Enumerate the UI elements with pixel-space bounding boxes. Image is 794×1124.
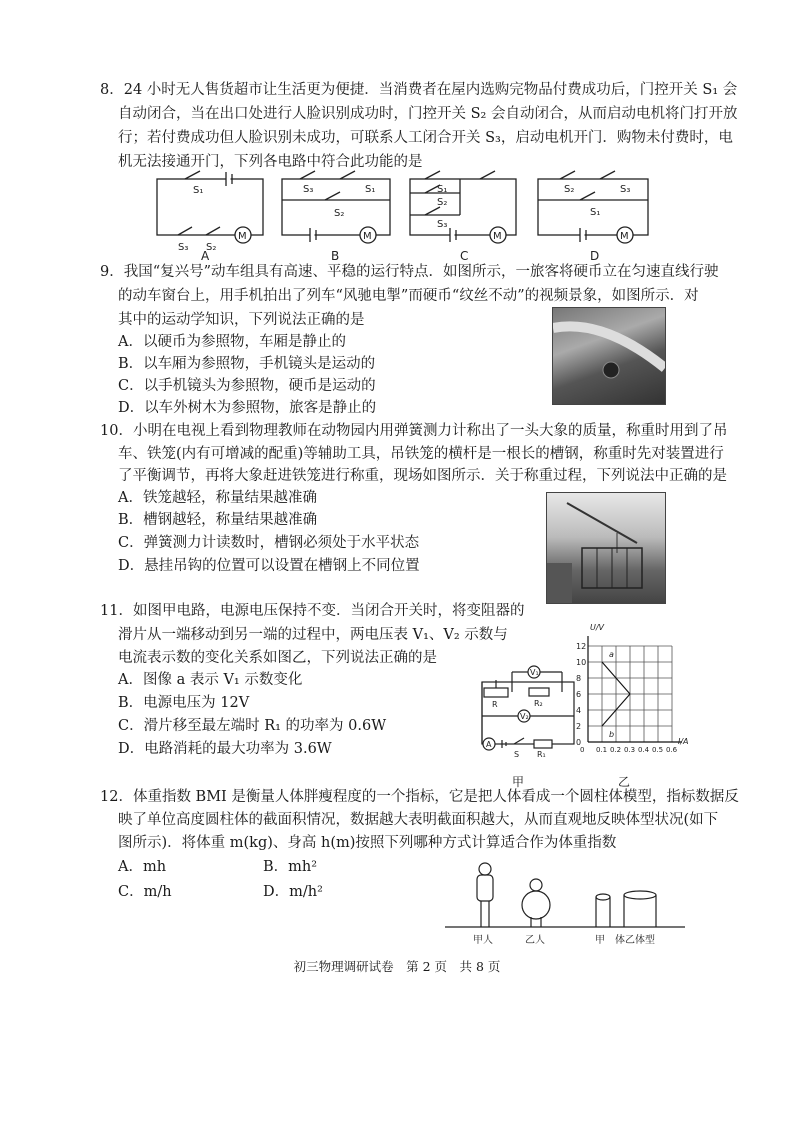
circuit-b-label: B (331, 249, 340, 263)
y-tick-label: 2 (576, 722, 582, 731)
a-switch-3-label: S₂ (206, 242, 217, 253)
rheostat-label: R (492, 700, 498, 709)
q8-line-4: 机无法接通开门，下列各电路中符合此功能的是 (118, 154, 423, 170)
q12-option-c: C．m/h (118, 884, 172, 900)
q9-line-3: 其中的运动学知识，下列说法正确的是 (118, 312, 365, 328)
r2-label: R₂ (534, 699, 543, 708)
q9-line-1: 9．我国“复兴号”动车组具有高速、平稳的运行特点．如图所示，一旅客将硬币立在匀速直线行驶 (100, 264, 719, 280)
q11-option-a: A．图像 a 表示 V₁ 示数变化 (118, 672, 303, 688)
b-switch-3-label: S₂ (334, 208, 345, 219)
a-switch-1-label: S₁ (193, 185, 204, 196)
person-yi-figure (522, 879, 550, 927)
q12-option-b: B．mh² (263, 859, 318, 875)
x-tick-label: 0.6 (666, 746, 678, 754)
q11-line-1: 11．如图甲电路，电源电压保持不变．当闭合开关时，将变阻器的 (100, 603, 525, 619)
figure-yi-caption: 乙 (618, 775, 631, 789)
elephant-weighing-photo (546, 492, 666, 604)
q8-line-2: 自动闭合，当在出口处进行人脸识别成功时，门控开关 S₂ 会自动闭合，从而启动电机将门打开放 (118, 106, 738, 122)
x-tick-label: 0.4 (638, 746, 650, 754)
a-switch-2-label: S₃ (178, 242, 189, 253)
c-switch-2-label: S₂ (437, 197, 448, 208)
x-tick-label: 0.1 (596, 746, 608, 754)
x-tick-label: 0.5 (652, 746, 664, 754)
q11-graph-yi (560, 620, 700, 760)
q8-line-1: 8．24 小时无人售货超市让生活更为便捷．当消费者在屋内选购完物品付费成功后，门控开关 S₁ 会 (100, 82, 738, 98)
b-switch-1-label: S₃ (303, 184, 314, 195)
q9-option-a: A．以硬币为参照物，车厢是静止的 (118, 334, 346, 350)
q12-line-1: 12．体重指数 BMI 是衡量人体胖瘦程度的一个指标，它是把人体看成一个圆柱体模型，指标数据反 (100, 789, 739, 805)
circuit-a-label: A (201, 249, 210, 263)
q11-line-2: 滑片从一端移动到另一端的过程中，两电压表 V₁、V₂ 示数与 (118, 627, 508, 643)
page-footer: 初三物理调研试卷 第 2 页 共 8 页 (293, 959, 501, 974)
q12-option-a: A．mh (118, 859, 167, 875)
b-switch-2-label: S₁ (365, 184, 376, 195)
ammeter-icon: A (486, 740, 492, 749)
q10-line-2: 车、铁笼(内有可增减的配重)等辅助工具，吊铁笼的横杆是一根长的槽钢，称重时先对装置进行 (118, 446, 724, 462)
x-tick-label: 0.3 (624, 746, 636, 754)
q11-line-3: 电流表示数的变化关系如图乙，下列说法正确的是 (118, 650, 437, 666)
cylinder-jia-figure (596, 894, 610, 927)
y-tick-label: 4 (576, 706, 582, 715)
cylinder-yi-figure (624, 891, 656, 927)
person-yi-label: 乙人 (525, 935, 545, 946)
figure-jia-caption: 甲 (512, 775, 525, 789)
c-switch-1-label: S₁ (437, 184, 448, 195)
q11-option-c: C．滑片移至最左端时 R₁ 的功率为 0.6W (118, 718, 387, 734)
q10-option-d: D．悬挂吊钩的位置可以设置在槽钢上不同位置 (118, 558, 420, 574)
q11-option-d: D．电路消耗的最大功率为 3.6W (118, 741, 332, 757)
c-motor-icon: M (493, 231, 502, 242)
q9-line-2: 的动车窗台上，用手机拍出了列车“风驰电掣”而硬币“纹丝不动”的视频景象，如图所示．对 (118, 288, 699, 304)
q9-option-b: B．以车厢为参照物，手机镜头是运动的 (118, 356, 376, 372)
origin-label: 0 (580, 746, 585, 754)
y-tick-label: 6 (576, 690, 582, 699)
b-motor-icon: M (363, 231, 372, 242)
r1-label: R₁ (537, 750, 546, 759)
q12-option-d: D．m/h² (263, 884, 323, 900)
person-jia-label: 甲人 (473, 935, 493, 946)
line-a-label: a (609, 650, 614, 660)
a-motor-icon: M (238, 231, 247, 242)
d-motor-icon: M (620, 231, 629, 242)
circuit-a (157, 171, 263, 243)
d-switch-3-label: S₁ (590, 207, 601, 218)
y-tick-label: 10 (576, 658, 587, 667)
q9-option-d: D．以车外树木为参照物，旅客是静止的 (118, 400, 377, 416)
q12-line-3: 图所示)．将体重 m(kg)、身高 h(m)按照下列哪种方式计算适合作为体重指数 (118, 835, 617, 851)
y-tick-label: 8 (576, 674, 582, 683)
q10-line-1: 10．小明在电视上看到物理教师在动物园内用弹簧测力计称出了一头大象的质量，称重时用到了吊 (100, 423, 728, 439)
switch-s-label: S (514, 750, 520, 759)
q11-option-b: B．电源电压为 12V (118, 695, 250, 711)
line-b-label: b (609, 730, 615, 740)
q10-line-3: 了平衡调节，再将大象赶进铁笼进行称重，现场如图所示．关于称重过程，下列说法中正确的是 (118, 468, 727, 484)
v1-meter-label: V₁ (530, 668, 539, 677)
v2-meter-label: V₂ (520, 712, 529, 721)
y-axis-label: U/V (590, 623, 605, 632)
q10-option-a: A．铁笼越轻，称量结果越准确 (118, 490, 317, 506)
q9-option-c: C．以手机镜头为参照物，硬币是运动的 (118, 378, 376, 394)
circuit-d-label: D (590, 249, 600, 263)
y-tick-label: 0 (576, 738, 582, 747)
c-switch-3-label: S₃ (437, 219, 448, 230)
body-type-yi-label: 乙体型 (625, 935, 655, 946)
train-coin-photo (552, 307, 666, 405)
y-tick-label: 12 (576, 642, 587, 651)
body-type-jia-label: 甲 体 (595, 935, 625, 946)
q10-option-c: C．弹簧测力计读数时，槽钢必须处于水平状态 (118, 535, 420, 551)
circuit-b (282, 171, 390, 243)
x-axis-label: I/A (678, 737, 689, 746)
bmi-body-figures (445, 855, 690, 950)
person-jia-figure (477, 863, 493, 927)
d-switch-2-label: S₃ (620, 184, 631, 195)
q12-line-2: 映了单位高度圆柱体的截面积情况，数据越大表明截面积越大，从而直观地反映体型状况(如下 (118, 812, 719, 828)
q8-line-3: 行；若付费成功但人脸识别未成功，可联系人工闭合开关 S₃，启动电机开门．购物未付费时，电 (118, 130, 733, 146)
circuit-c-label: C (460, 249, 469, 263)
q10-option-b: B．槽钢越轻，称量结果越准确 (118, 512, 318, 528)
q8-circuit-diagrams (0, 0, 794, 270)
x-tick-label: 0.2 (610, 746, 622, 754)
d-switch-1-label: S₂ (564, 184, 575, 195)
